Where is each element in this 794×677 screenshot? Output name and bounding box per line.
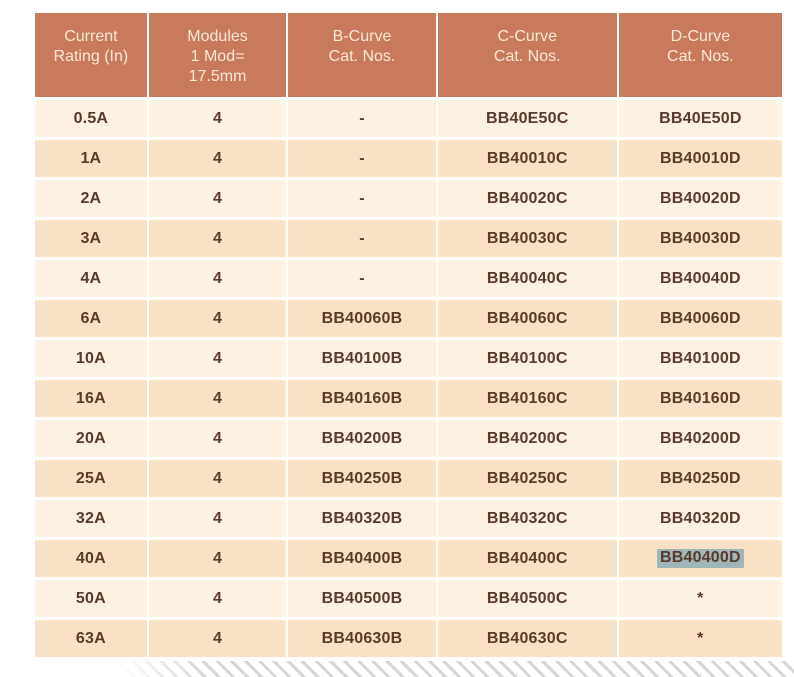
cell-d-curve: BB40010D [619, 140, 782, 177]
header-d-curve [619, 13, 782, 97]
header-line: 17.5mm [188, 68, 247, 85]
cell-modules: 4 [149, 140, 287, 177]
cell-current-rating: 63A [35, 620, 147, 657]
header-line: Cat. Nos. [493, 48, 561, 65]
cell-b-curve: BB40100B [288, 340, 435, 377]
diagonal-hatch-decoration [118, 661, 794, 677]
cell-b-curve: BB40160B [288, 380, 435, 417]
header-line: 1 Mod= [190, 48, 245, 65]
cell-b-curve: BB40400B [288, 540, 435, 577]
cell-c-curve: BB40040C [438, 260, 617, 297]
header-line: Current [64, 28, 118, 45]
cell-current-rating: 6A [35, 300, 147, 337]
cell-current-rating: 32A [35, 500, 147, 537]
cell-d-curve: BB40100D [619, 340, 782, 377]
cell-b-curve: - [288, 140, 435, 177]
cell-modules: 4 [149, 620, 287, 657]
cell-b-curve: BB40500B [288, 580, 435, 617]
cell-modules: 4 [149, 220, 287, 257]
cell-d-curve: BB40250D [619, 460, 782, 497]
cell-c-curve: BB40020C [438, 180, 617, 217]
header-c-curve [438, 13, 617, 97]
cell-modules: 4 [149, 180, 287, 217]
cell-current-rating: 20A [35, 420, 147, 457]
cell-current-rating: 0.5A [35, 100, 147, 137]
cell-d-curve [619, 540, 782, 577]
cell-modules: 4 [149, 260, 287, 297]
header-current-rating [35, 13, 147, 97]
cell-d-curve: BB40020D [619, 180, 782, 217]
cell-current-rating: 50A [35, 580, 147, 617]
header-line: Cat. Nos. [328, 48, 396, 65]
cell-modules: 4 [149, 300, 287, 337]
cell-d-curve: * [619, 620, 782, 657]
cell-b-curve: BB40320B [288, 500, 435, 537]
cell-current-rating: 4A [35, 260, 147, 297]
cell-d-curve: BB40320D [619, 500, 782, 537]
cell-current-rating: 2A [35, 180, 147, 217]
cell-modules: 4 [149, 460, 287, 497]
cell-b-curve: - [288, 260, 435, 297]
cell-c-curve: BB40400C [438, 540, 617, 577]
cell-b-curve: BB40630B [288, 620, 435, 657]
cell-c-curve: BB40060C [438, 300, 617, 337]
cell-b-curve: BB40250B [288, 460, 435, 497]
cell-modules: 4 [149, 100, 287, 137]
cell-modules: 4 [149, 500, 287, 537]
cell-modules: 4 [149, 380, 287, 417]
cell-d-curve: BB40200D [619, 420, 782, 457]
table-grid [35, 13, 782, 657]
catalog-table [35, 13, 782, 657]
cell-current-rating: 3A [35, 220, 147, 257]
cell-c-curve: BB40E50C [438, 100, 617, 137]
cell-c-curve: BB40030C [438, 220, 617, 257]
cell-c-curve: BB40200C [438, 420, 617, 457]
cell-c-curve: BB40320C [438, 500, 617, 537]
cell-d-curve: * [619, 580, 782, 617]
cell-d-curve: BB40E50D [619, 100, 782, 137]
cell-current-rating: 25A [35, 460, 147, 497]
cell-d-curve: BB40040D [619, 260, 782, 297]
header-b-curve [288, 13, 435, 97]
cell-b-curve: - [288, 100, 435, 137]
header-line: Rating (In) [53, 48, 129, 65]
cell-d-curve: BB40060D [619, 300, 782, 337]
header-line: Modules [187, 28, 248, 45]
header-line: B-Curve [332, 28, 392, 45]
cell-b-curve: BB40200B [288, 420, 435, 457]
header-line: Cat. Nos. [667, 48, 734, 65]
selected-text[interactable]: BB40400D [657, 549, 744, 568]
cell-c-curve: BB40010C [438, 140, 617, 177]
cell-current-rating: 10A [35, 340, 147, 377]
cell-b-curve: BB40060B [288, 300, 435, 337]
cell-c-curve: BB40630C [438, 620, 617, 657]
cell-current-rating: 1A [35, 140, 147, 177]
cell-d-curve: BB40030D [619, 220, 782, 257]
cell-d-curve: BB40160D [619, 380, 782, 417]
header-line: C-Curve [497, 28, 558, 45]
cell-c-curve: BB40500C [438, 580, 617, 617]
cell-modules: 4 [149, 580, 287, 617]
cell-b-curve: - [288, 180, 435, 217]
cell-c-curve: BB40160C [438, 380, 617, 417]
cell-current-rating: 40A [35, 540, 147, 577]
cell-c-curve: BB40250C [438, 460, 617, 497]
cell-current-rating: 16A [35, 380, 147, 417]
cell-modules: 4 [149, 540, 287, 577]
cell-modules: 4 [149, 420, 287, 457]
cell-modules: 4 [149, 340, 287, 377]
header-line: D-Curve [670, 28, 731, 45]
header-modules [149, 13, 287, 97]
cell-c-curve: BB40100C [438, 340, 617, 377]
cell-b-curve: - [288, 220, 435, 257]
